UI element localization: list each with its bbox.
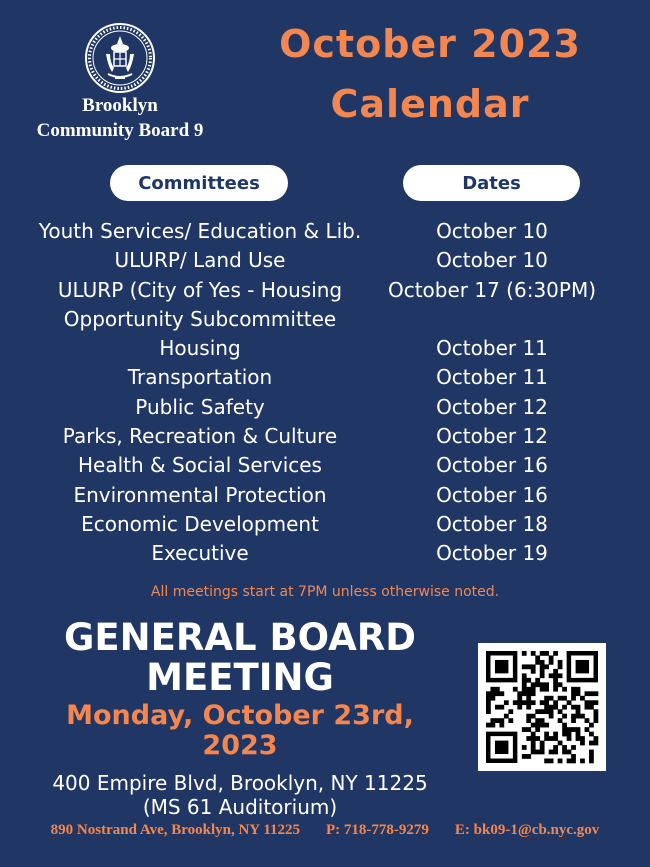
committee-date: October 16 xyxy=(436,453,548,478)
general-meeting-venue: (MS 61 Auditorium) xyxy=(142,795,338,819)
committee-date: October 16 xyxy=(436,482,548,507)
committee-name: Youth Services/ Education & Lib. xyxy=(38,219,362,243)
committees-header: Committees xyxy=(110,165,288,201)
committee-date: October 11 xyxy=(436,365,548,390)
committee-date xyxy=(380,305,604,334)
calendar-title-line1: October 2023 xyxy=(279,22,581,66)
committee-date: October 10 xyxy=(436,248,548,273)
committee-name: Economic Development xyxy=(81,511,319,536)
general-meeting-heading-line1: GENERAL BOARD xyxy=(64,616,416,659)
footer-address: 890 Nostrand Ave, Brooklyn, NY 11225 xyxy=(50,822,301,838)
organization-name-line2: Community Board 9 xyxy=(36,120,204,141)
committee-date: October 19 xyxy=(436,541,548,566)
committee-name: Executive xyxy=(151,541,249,566)
committee-name: ULURP (City of Yes - Housing xyxy=(57,277,343,302)
committee-date: October 11 xyxy=(436,336,548,361)
committee-name: Health & Social Services xyxy=(78,453,322,478)
calendar-title-line2: Calendar xyxy=(330,82,530,126)
dates-list xyxy=(380,217,604,569)
committee-date: October 10 xyxy=(436,219,548,243)
committee-name: Opportunity Subcommittee xyxy=(63,306,337,331)
committee-date: October 12 xyxy=(436,394,548,419)
committee-name: Housing xyxy=(159,336,241,361)
footer-phone: P: 718-778-9279 xyxy=(326,822,429,838)
meeting-time-note: All meetings start at 7PM unless otherwise noted. xyxy=(150,584,500,600)
dates-header: Dates xyxy=(403,165,580,201)
committee-name: ULURP/ Land Use xyxy=(114,248,286,273)
general-meeting-heading-line2: MEETING xyxy=(146,656,334,699)
general-meeting-date-line1: Monday, October 23rd, xyxy=(66,700,414,731)
committee-date: October 17 (6:30PM) xyxy=(387,277,597,302)
general-meeting-date-line2: 2023 xyxy=(202,730,278,761)
footer-contact xyxy=(0,822,650,839)
committee-name: Transportation xyxy=(127,365,273,390)
footer-email[interactable]: E: bk09-1@cb.nyc.gov xyxy=(454,822,600,838)
qr-code-icon[interactable] xyxy=(478,643,606,771)
general-meeting-address: 400 Empire Blvd, Brooklyn, NY 11225 xyxy=(52,771,428,795)
committee-name: Public Safety xyxy=(135,394,265,419)
committees-list xyxy=(20,217,380,569)
nyc-seal-icon xyxy=(84,22,156,94)
committee-date: October 18 xyxy=(436,511,548,536)
committee-name: Environmental Protection xyxy=(73,482,327,507)
committee-date: October 12 xyxy=(436,424,548,449)
committee-name: Parks, Recreation & Culture xyxy=(62,424,338,449)
organization-name-line1: Brooklyn xyxy=(82,95,158,116)
